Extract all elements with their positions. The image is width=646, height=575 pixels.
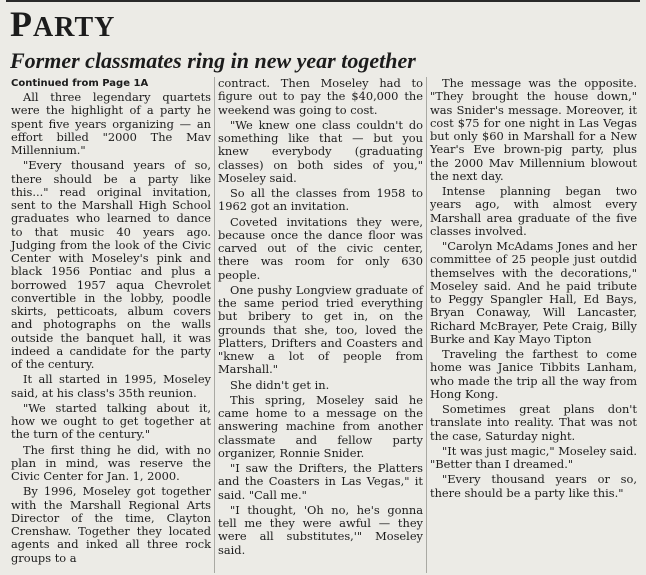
paragraph: This spring, Moseley said he came home to a message on the answering machine from another classmate and fellow party organizer, Ronnie Snider. bbox=[218, 392, 423, 460]
article-body bbox=[8, 77, 640, 573]
paragraph: "I saw the Drifters, the Platters and the Coasters in Las Vegas," it said. "Call me." bbox=[218, 461, 423, 502]
paragraph: One pushy Longview graduate of the same period tried everything but bribery to get in, on the grounds that she, too, loved the Platters, Drifters and Coasters and "knew a lot of people from Marshall." bbox=[218, 282, 423, 377]
paragraph: By 1996, Moseley got together with the Marshall Regional Arts Director of the time, Clayton Crenshaw. Together they located agents and inked all three rock groups to a bbox=[11, 484, 211, 565]
article-column-3 bbox=[426, 77, 640, 573]
paragraph: "We started talking about it, how we ought to get together at the turn of the century." bbox=[11, 400, 211, 442]
paragraph: contract. Then Moseley had to figure out to pay the $40,000 the weekend was going to cost. bbox=[218, 77, 423, 117]
paragraph: Traveling the farthest to come home was Janice Tibbits Lanham, who made the trip all the way from Hong Kong. bbox=[430, 347, 637, 401]
paragraph: "We knew one class couldn't do something like that — but you knew everybody (graduating classes) on both sides of you," Moseley said. bbox=[218, 117, 423, 185]
paragraph: Intense planning began two years ago, with almost every Marshall area graduate of the five classes involved. bbox=[430, 184, 637, 238]
paragraph: The message was the opposite. "They brought the house down," was Snider's message. Moreover, it cost $75 for one night in Las Vegas but only $60 in Marshall for a New Year's Eve brown-pig party, plus the 2000 Mav Millennium blowout the next day. bbox=[430, 77, 637, 183]
paragraph: All three legendary quartets were the highlight of a party he spent five years organizing — an effort billed "2000 The Mav Millennium." bbox=[11, 90, 211, 157]
paragraph: "I thought, 'Oh no, he's gonna tell me they were awful — they were all substitutes,'" Moseley said. bbox=[218, 502, 423, 557]
paragraph: Coveted invitations they were, because once the dance floor was carved out of the civic center, there was room for only 630 people. bbox=[218, 214, 423, 282]
paragraph: She didn't get in. bbox=[230, 377, 330, 392]
article-column-2 bbox=[214, 77, 426, 573]
paragraph: "Every thousand years of so, there should be a party like this..." read original invitation, sent to the Marshall High School graduates who learned to dance to that music 40 years ago. Judging from the look of the Civic Center with Moseley's pink and black 1956 Pontiac and plus a borrowed 1957 aqua Chevrolet convertible in the lobby, poodle skirts, petticoats, album covers and photographs on the walls outside the banquet hall, it was indeed a candidate for the party of the century. bbox=[11, 158, 211, 371]
paragraph: "Every thousand years or so, there should be a party like this." bbox=[430, 472, 637, 500]
paragraph: "It was just magic," Moseley said. "Better than I dreamed." bbox=[430, 443, 637, 471]
paragraph: "Carolyn McAdams Jones and her committee of 25 people just outdid themselves with the decorations," Moseley said. And he paid tribute to Peggy Spangler Hall, Ed Bays, Bryan Conaway, Will Lancaster, Richard McBrayer, Pete Craig, Billy Burke and Kay Mayo Tipton bbox=[430, 239, 637, 346]
paragraph: Sometimes great plans don't translate into reality. That was not the case, Saturday night. bbox=[430, 402, 637, 443]
headline-rest: ARTY bbox=[33, 12, 116, 43]
subheadline: Former classmates ring in new year together bbox=[10, 48, 416, 73]
headline-initial: P bbox=[10, 4, 33, 44]
paragraph: The first thing he did, with no plan in mind, was reserve the Civic Center for Jan. 1, 2000. bbox=[11, 442, 211, 483]
top-rule bbox=[6, 0, 640, 2]
headline bbox=[10, 4, 115, 48]
article-column-1 bbox=[8, 77, 214, 573]
continued-from-label: Continued from Page 1A bbox=[11, 78, 149, 89]
paragraph: It all started in 1995, Moseley said, at his class's 35th reunion. bbox=[11, 372, 211, 400]
paragraph: So all the classes from 1958 to 1962 got an invitation. bbox=[218, 186, 423, 214]
